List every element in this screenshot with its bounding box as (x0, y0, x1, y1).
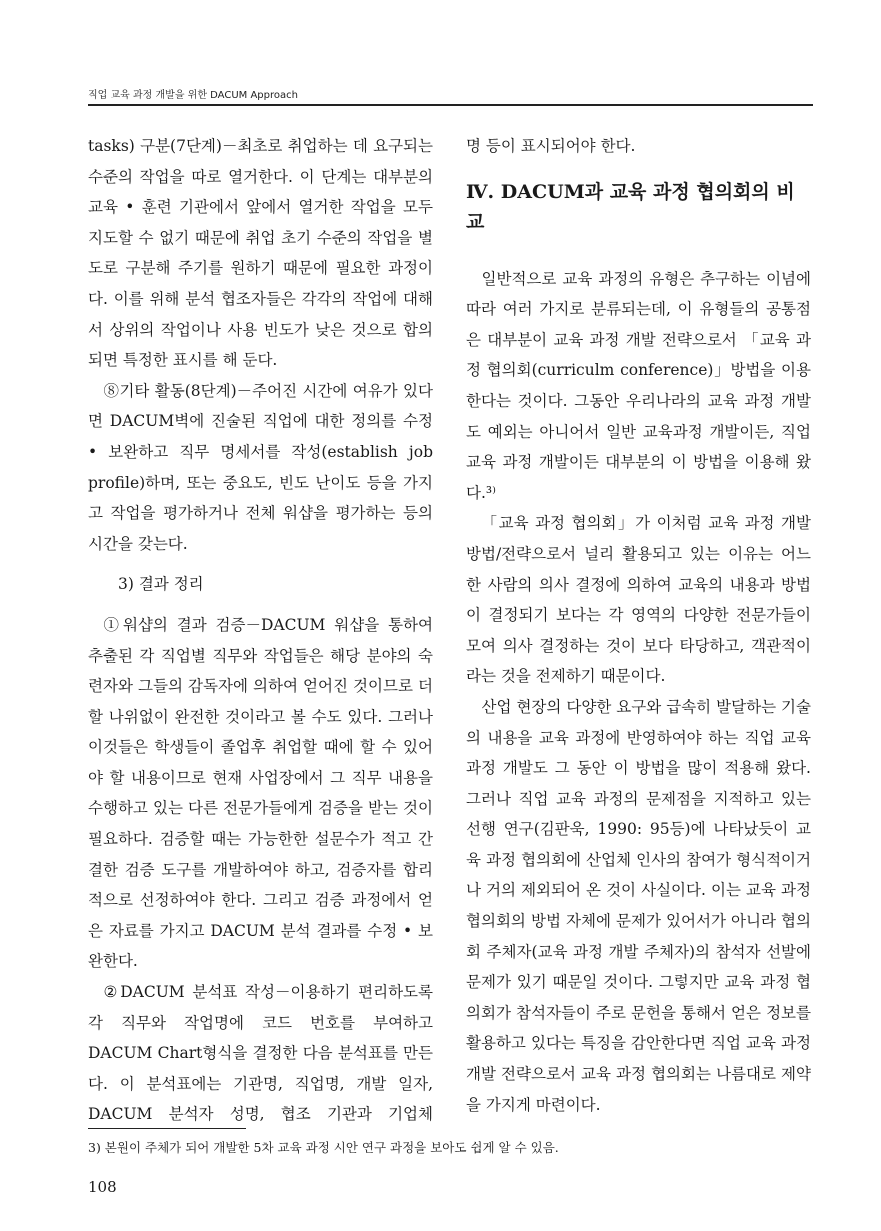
left-column (88, 131, 433, 1130)
paragraph-conference-reasons: 「교육 과정 협의회」가 이처럼 교육 과정 개발 방법/전략으로서 널리 활용되고 있는 이유는 어느 한 사람의 의사 결정에 의하여 교육의 내용과 방법이 결정되기 보다는 각 영역의 다양한 전문가들이 모여 의사 결정하는 것이 보다 타당하고, 객관적이라는 것을 전제하기 때문이다. (466, 514, 811, 686)
spacer (88, 559, 433, 569)
footnote: 3) 본원이 주체가 되어 개발한 5차 교육 과정 시안 연구 과정을 보아도 쉽게 알 수 있음. (88, 1140, 559, 1155)
paragraph-analysis-chart: ②DACUM 분석표 작성－이용하기 편리하도록 각 직무와 작업명에 코드 번호를 부여하고 DACUM Chart형식을 결정한 다음 분석표를 만든다. 이 분석표에는 기관명, 직업명, 개발 일자, DACUM 분석자 성명, 협조 기관과 기업체 (88, 983, 433, 1124)
paragraph-industry-needs: 산업 현장의 다양한 요구와 급속히 발달하는 기술의 내용을 교육 과정에 반영하여야 하는 직업 교육 과정 개발도 그 동안 이 방법을 많이 적용해 왔다. 그러나 직업 교육 과정의 문제점을 지적하고 있는 선행 연구(김판욱, 1990: 95등)에 나타났듯이 교육 과정 협의회에 산업체 인사의 참여가 형식적이거나 거의 제외되어 온 것이 사실이다. 이는 교육 과정 협의회의 방법 자체에 문제가 있어서가 아니라 협의회 주체자(교육 과정 개발 주체자)의 참석자 선발에 문제가 있기 때문일 것이다. 그렇지만 교육 과정 협의회가 참석자들이 주로 문헌을 통해서 얻은 정보를 활용하고 있다는 특징을 감안한다면 직업 교육 과정 개발 전략으로서 교육 과정 협의회는 나름대로 제약을 가지게 마련이다. (466, 697, 811, 1114)
footnote-rule (88, 1128, 246, 1129)
spacer (88, 600, 433, 610)
paragraph-other-activities: ⑧기타 활동(8단계)－주어진 시간에 여유가 있다면 DACUM벽에 진술된 직업에 대한 정의를 수정 • 보완하고 직무 명세서를 작성(establish job profile)하며, 또는 중요도, 빈도 난이도 등을 가지고 작업을 평가하거나 전체 워샵을 평가하는 등의 시간을 갖는다. (88, 381, 433, 553)
running-head: 직업 교육 과정 개발을 위한 DACUM Approach (88, 90, 298, 101)
right-column (466, 131, 811, 1120)
paragraph-tasks-classification: tasks) 구분(7단계)－최초로 취업하는 데 요구되는 수준의 작업을 따로 열거한다. 이 단계는 대부분의 교육 • 훈련 기관에서 앞에서 열거한 작업을 모두 지도할 수 없기 때문에 취업 초기 수준의 작업을 별도로 구분해 주기를 원하기 때문에 필요한 과정이다. 이를 위해 분석 협조자들은 각각의 작업에 대해서 상위의 작업이나 사용 빈도가 낮은 것으로 합의되면 특정한 표시를 해 둔다. (88, 137, 433, 370)
page-number: 108 (88, 1178, 117, 1196)
paragraph-result-verification: ①워샵의 결과 검증－DACUM 워샵을 통하여 추출된 각 직업별 직무와 작업들은 해당 분야의 숙련자와 그들의 감독자에 의하여 얻어진 것이므로 더할 나위없이 완전한 것이라고 볼 수도 있다. 그러나 이것들은 학생들이 졸업후 취업할 때에 할 수 있어야 할 내용이므로 현재 사업장에서 그 직무 내용을 수행하고 있는 다른 전문가들에게 검증을 받는 것이 필요하다. 검증할 때는 가능한한 설문수가 적고 간결한 검증 도구를 개발하여야 하고, 검증자를 합리적으로 선정하여야 한다. 그리고 검증 과정에서 얻은 자료를 가지고 DACUM 분석 결과를 수정 • 보완한다. (88, 615, 433, 971)
paragraph-continuation: 명 등이 표시되어야 한다. (466, 137, 636, 155)
section-heading: Ⅳ. DACUM과 교육 과정 협의회의 비교 (466, 180, 795, 233)
paragraph-curriculum-types: 일반적으로 교육 과정의 유형은 추구하는 이념에 따라 여러 가지로 분류되는데, 이 유형들의 공통점은 대부분이 교육 과정 개발 전략으로서 「교육 과정 협의회(curriculm conference)」방법을 이용한다는 것이다. 그동안 우리나라의 교육 과정 개발도 예외는 아니어서 일반 교육과정 개발이든, 직업 교육 과정 개발이든 대부분의 이 방법을 이용해 왔다.³⁾ (466, 269, 811, 502)
header-rule (88, 104, 813, 106)
subheading-results: 3) 결과 정리 (118, 575, 204, 594)
